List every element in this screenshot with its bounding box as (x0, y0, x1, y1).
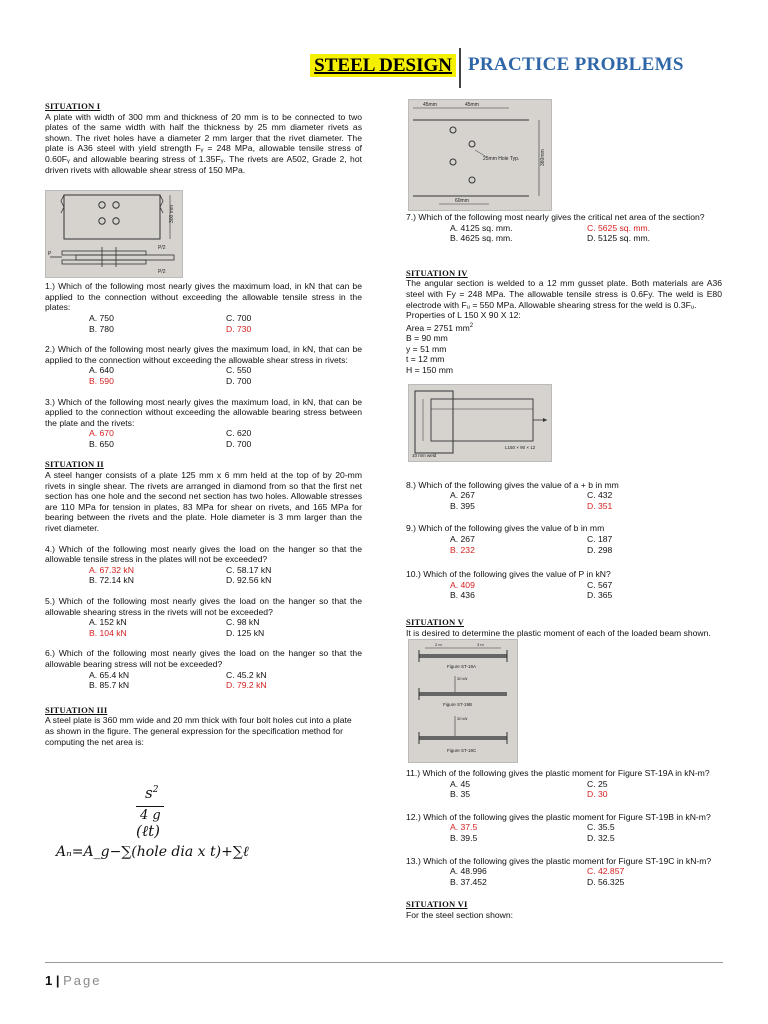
property-area-unit-exponent: 2 (469, 322, 474, 329)
question-1: 1.) Which of the following most nearly gives the maximum load, in kN that can be applied to the connection without exceeding the allowable tensile stress in the plates: (45, 281, 362, 313)
figure-width-label: 300 mm (169, 204, 175, 223)
situation-4-title: SITUATION IV (406, 267, 468, 278)
property-y: y = 51 mm (406, 343, 447, 354)
question-4: 4.) Which of the following most nearly gives the load on the hanger so that the allowable tensile stress in the plates will not be exceeded? (45, 543, 362, 565)
figure-loaded-beams (408, 639, 518, 763)
figure-bolted-plate-drawing (409, 100, 551, 210)
question-6: 6.) Which of the following most nearly gives the load on the hanger so that the allowable bearing stress will not be exceeded? (45, 648, 362, 669)
header-divider (459, 48, 461, 88)
figure-half-load-label: P/2 (158, 245, 166, 251)
option: A. 65.4 kN (89, 669, 130, 680)
formula-4g: 4 g (140, 808, 161, 823)
answer-option: A. 670 (89, 428, 114, 439)
figure-bolted-plate (408, 99, 552, 211)
option: C. 35.5 (587, 822, 615, 833)
question-10-options (450, 580, 722, 601)
option: A. 4125 sq. mm. (450, 222, 513, 233)
option: D. 700 (226, 438, 252, 449)
question-13: 13.) Which of the following gives the plastic moment for Figure ST-19C in kN-m? (406, 855, 712, 866)
figure-loaded-beams-drawing (409, 640, 517, 762)
option: C. 700 (226, 312, 252, 323)
option: A. 267 (450, 533, 475, 544)
angle-label: L150 × 90 × 12 (505, 445, 536, 450)
question-12: 12.) Which of the following gives the plastic moment for Figure ST-19B in kN-m? (406, 811, 711, 822)
load-label: 30 kN (457, 716, 468, 721)
option: A. 267 (450, 490, 475, 501)
question-8: 8.) Which of the following gives the value of a + b in mm (406, 479, 619, 490)
page-label: Page (63, 973, 102, 988)
option: B. 4625 sq. mm. (450, 233, 513, 244)
option: D. 365 (587, 590, 613, 601)
situation-6-title: SITUATION VI (406, 899, 468, 910)
header-title-right: PRACTICE PROBLEMS (468, 54, 684, 75)
option: C. 432 (587, 490, 613, 501)
figure-19b-label: Figure ST-19B (443, 702, 473, 707)
option: B. 37.452 (450, 876, 487, 887)
option: B. 395 (450, 500, 475, 511)
situation-6-text: For the steel section shown: (406, 910, 513, 921)
situation-5-text: It is desired to determine the plastic moment of each of the loaded beam shown. (406, 627, 711, 638)
option: C. 25 (587, 778, 608, 789)
option: B. 436 (450, 590, 475, 601)
answer-option: C. 42.857 (587, 866, 625, 877)
option: B. 85.7 kN (89, 680, 130, 691)
question-3: 3.) Which of the following most nearly gives the maximum load, in kN, that can be applied to the connection without exceeding the allowable bearing stress between the plate and the rivets: (45, 396, 362, 428)
dimension-label: 45mm (465, 102, 479, 108)
option: C. 58.17 kN (226, 564, 272, 575)
answer-option: C. 5625 sq. mm. (587, 222, 651, 233)
weld-label: 10 mm weld (412, 453, 437, 458)
question-5: 5.) Which of the following most nearly gives the load on the hanger so that the allowable shearing stress in the rivets will not be exceeded? (45, 596, 362, 617)
option: A. 45 (450, 778, 471, 789)
option: D. 700 (226, 375, 252, 386)
figure-19c-label: Figure ST-19C (447, 748, 477, 753)
header-title-left: STEEL DESIGN (310, 54, 456, 77)
formula-lt: (ℓt) (136, 822, 160, 840)
question-8-options (450, 490, 722, 511)
question-9: 9.) Which of the following gives the value of b in mm (406, 523, 605, 534)
option: C. 45.2 kN (226, 669, 267, 680)
answer-option: D. 351 (587, 500, 613, 511)
option: B. 72.14 kN (89, 575, 134, 586)
question-2: 2.) Which of the following most nearly gives the maximum load, in kN, that can be applied to the connection without exceeding the allowable shear stress in rivets: (45, 344, 362, 365)
situation-2-text: A steel hanger consists of a plate 125 mm x 6 mm held at the top of by 20-mm rivets in single shear. The rivets are arranged in diamond from so that the first net section has one hole and the second net section has two holes. Allowable stresses are 110 MPa for tension in plates, 83 MPa for shear on rivets, and 165 MPa for bearing between the rivets and the plate. Hole diameter is 3 mm larger than the rivet diameter. (45, 470, 362, 534)
question-6-options (89, 670, 362, 691)
situation-1-title: SITUATION I (45, 101, 101, 111)
figure-welded-angle (408, 384, 552, 462)
option: D. 32.5 (587, 833, 615, 844)
option: C. 620 (226, 428, 252, 439)
dimension-label: 45mm (423, 102, 437, 108)
answer-option: D. 730 (226, 323, 252, 334)
option: B. 39.5 (450, 833, 478, 844)
figure-load-label: P (48, 251, 52, 257)
question-11-options (450, 779, 722, 800)
question-9-options (450, 534, 722, 555)
figure-welded-angle-drawing (409, 385, 551, 461)
option: C. 550 (226, 365, 252, 376)
page-footer (45, 973, 101, 988)
question-7: 7.) Which of the following most nearly gives the critical net area of the section? (406, 212, 705, 222)
situation-3-text: A steel plate is 360 mm wide and 20 mm thick with four bolt holes cut into a plate as shown in the figure. The general expression for the specification method for computing the net area is: (45, 715, 352, 747)
answer-option: A. 37.5 (450, 822, 478, 833)
situation-3-title: SITUATION III (45, 704, 108, 715)
question-1-options (89, 313, 362, 334)
span-label: 3 m (477, 642, 484, 647)
hole-label: 25mm Hole Typ. (483, 156, 520, 162)
right-column (406, 212, 722, 921)
answer-option: A. 409 (450, 579, 475, 590)
answer-option: B. 590 (89, 375, 114, 386)
option: C. 567 (587, 579, 613, 590)
answer-option: B. 104 kN (89, 627, 127, 638)
option: A. 750 (89, 312, 114, 323)
option: C. 187 (587, 533, 613, 544)
question-12-options (450, 822, 722, 843)
footer-separator: | (52, 973, 64, 988)
page-number: 1 (45, 973, 53, 988)
situation-2-title: SITUATION II (45, 459, 104, 470)
question-2-options (89, 365, 362, 386)
option: D. 298 (587, 544, 613, 555)
situation-5-title: SITUATION V (406, 616, 464, 627)
question-10: 10.) Which of the following gives the value of P in kN? (406, 569, 611, 580)
figure-half-load-label: P/2 (158, 269, 166, 275)
question-11: 11.) Which of the following gives the plastic moment for Figure ST-19A in kN-m? (406, 768, 710, 779)
option: C. 98 kN (226, 617, 260, 628)
property-b: B = 90 mm (406, 333, 448, 344)
question-4-options (89, 565, 362, 586)
option: D. 125 kN (226, 627, 265, 638)
property-h: H = 150 mm (406, 364, 454, 375)
dimension-label: 60mm (455, 198, 469, 204)
dimension-label: 360mm (540, 149, 546, 166)
formula-s-exponent: 2 (152, 785, 159, 795)
answer-option: B. 232 (450, 544, 475, 555)
figure-riveted-plate (45, 190, 183, 278)
option: A. 640 (89, 365, 114, 376)
situation-4-text: The angular section is welded to a 12 mm gusset plate. Both materials are A36 steel with Fy = 248 MPa. The allowable tensile stress is 0.6Fy. The weld is E80 electrode with Fᵤ = 550 MPa. Allowable shearing stress for the weld is 0.3Fᵤ. (406, 278, 722, 310)
span-label: 2 m (435, 642, 442, 647)
option: B. 650 (89, 438, 114, 449)
net-area-formula (56, 782, 366, 872)
question-7-options (450, 223, 722, 244)
figure-riveted-plate-drawing (46, 191, 182, 277)
answer-option: D. 30 (587, 789, 608, 800)
figure-19a-label: Figure ST-19A (447, 664, 477, 669)
formula-main: Aₙ=A_g−∑(hole dia x t)+∑ℓ (56, 844, 249, 860)
answer-option: A. 67.32 kN (89, 564, 134, 575)
option: D. 92.56 kN (226, 575, 272, 586)
option: A. 48.996 (450, 866, 487, 877)
situation-1-text: A plate with width of 300 mm and thickness of 20 mm is to be connected to two plates of the same width with half the thickness by 25 mm diameter rivets as shown. The rivet holes have a diameter 2 mm larger that the rivet diameter. The plate is A36 steel with yield strength Fᵧ = 248 MPa, allowable tensile stress of 0.60Fᵧ and allowable bearing stress of 1.35Fᵧ. The rivets are A502, Grade 2, hot driven rivets with allowable shear stress of 150 MPa. (45, 111, 362, 175)
formula-s: s (145, 784, 153, 802)
property-t: t = 12 mm (406, 354, 445, 365)
question-3-options (89, 428, 362, 449)
option: A. 152 kN (89, 617, 127, 628)
section-properties-title: Properties of L 150 X 90 X 12: (406, 310, 521, 321)
question-13-options (450, 866, 722, 887)
option: D. 56.325 (587, 876, 625, 887)
load-label: 30 kN (457, 676, 468, 681)
footer-divider (45, 962, 723, 963)
option: B. 35 (450, 789, 471, 800)
option: B. 780 (89, 323, 114, 334)
answer-option: D. 79.2 kN (226, 680, 267, 691)
option: D. 5125 sq. mm. (587, 233, 651, 244)
page-header (0, 48, 768, 88)
property-area: Area = 2751 mm (406, 322, 470, 333)
question-5-options (89, 617, 362, 638)
